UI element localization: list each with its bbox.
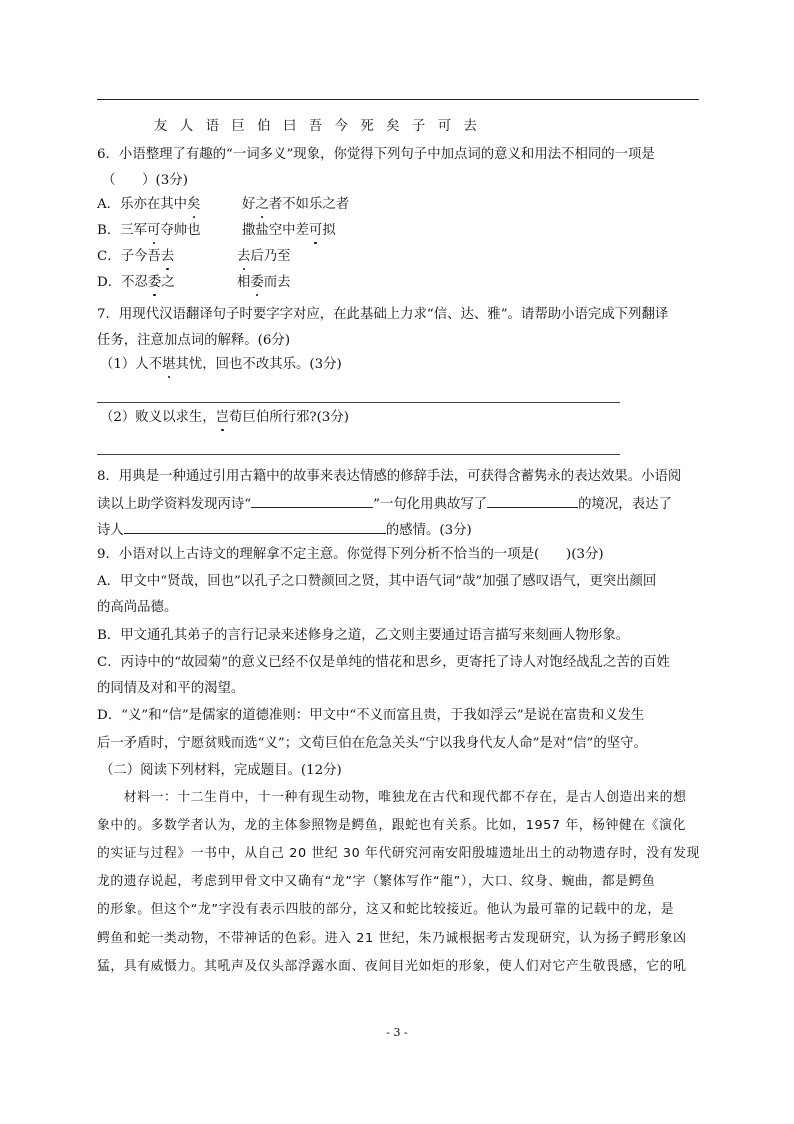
- material-1-line: 猛，具有威慑力。其吼声及仅头部浮露水面、夜间目光如炬的形象，使人们对它产生敬畏感，它的吼: [97, 959, 687, 974]
- q7-sentence-1: （1）人不堪其忧，回也不改其乐。(3分): [100, 355, 342, 375]
- q8-blank-2[interactable]: [487, 493, 578, 508]
- q9-stem: 9．小语对以上古诗文的理解拿不定主意。你觉得下列分析不恰当的一项是( )(3分): [97, 547, 604, 562]
- q8-stem: 8．用典是一种通过引用古籍中的故事来表达情感的修辞手法，可获得含蓄隽永的表达效果。小语阅: [97, 469, 682, 484]
- dotted-word: 委: [250, 273, 263, 293]
- dotted-word: 堪: [162, 355, 175, 375]
- passage-header-chars: 友人语巨伯曰吾今死矣子可去: [154, 119, 490, 134]
- q7-answer-line-2[interactable]: [97, 454, 620, 455]
- q6-option-c: C．子今吾去: [97, 247, 174, 267]
- q6-option-a: A．乐亦在其中矣: [97, 195, 200, 215]
- q6-option-d-right: 相委而去: [237, 273, 291, 293]
- q7-answer-line-1[interactable]: [97, 402, 620, 403]
- q9-option-d: D．“义”和“信”是儒家的道德准则：甲文中“不义而富且贵，于我如浮云”是说在富贵和义发生: [97, 708, 645, 723]
- q6-option-b-right: 撒盐空中差可拟: [242, 221, 336, 241]
- q9-option-a: A．甲文中“贤哉，回也”以孔子之口赞颜回之贤，其中语气词“哉”加强了感叹语气，更突出颜回: [97, 574, 657, 589]
- dotted-word: 岂: [216, 408, 229, 428]
- dotted-word: 可: [309, 221, 322, 241]
- q9-option-c: C．丙诗中的“故园菊”的意义已经不仅是单纯的惜花和思乡，更寄托了诗人对饱经战乱之苦的百姓: [97, 655, 670, 670]
- q6-stem: 6．小语整理了有趣的“一词多义”现象，你觉得下列句子中加点词的意义和用法不相同的一项是: [97, 147, 655, 162]
- q9-option-d-cont: 后一矛盾时，宁愿贫贱而选“义”；文荀巨伯在危急关头“宁以我身代友人命”是对“信”的坚守。: [97, 736, 647, 751]
- header-rule: [97, 99, 699, 100]
- material-1-line: 材料一：十二生肖中，十一种有现生动物，唯独龙在古代和现代都不存在，是古人创造出来的想: [97, 790, 687, 805]
- dotted-word: 去: [237, 247, 250, 267]
- material-1-line: 的实证与过程》一书中，从自己 20 世纪 30 年代研究河南安阳殷墟遗址出土的动物遗存时，没有发现: [97, 846, 700, 861]
- q8-blank-1[interactable]: [251, 493, 373, 508]
- q6-option-b: B．三军可夺帅也: [97, 221, 201, 241]
- q7-stem-cont: 任务，注意加点词的解释。(6分): [97, 333, 291, 348]
- q7-stem: 7．用现代汉语翻译句子时要字字对应，在此基础上力求“信、达、雅”。请帮助小语完成下列翻译: [97, 307, 669, 322]
- q6-option-a-right: 好之者不如乐之者: [242, 195, 349, 215]
- dotted-word: 矣: [187, 195, 200, 215]
- q8-line-3: 诗人 的感情。(3分): [97, 519, 472, 541]
- q6-option-c-right: 去后乃至: [237, 247, 291, 267]
- dotted-word: 去: [161, 247, 174, 267]
- material-1-line: 象中的。多数学者认为，龙的主体参照物是鳄鱼，跟蛇也有关系。比如，1957 年，杨钟健在《演化: [97, 818, 686, 833]
- q8-line-2: 读以上助学资料发现丙诗“ ”一句化用典故写了 的境况，表达了: [97, 493, 672, 515]
- page-number: - 3 -: [386, 1026, 408, 1039]
- q6-score: （ ）(3分): [102, 173, 188, 188]
- q9-option-c-cont: 的同情及对和平的渴望。: [97, 681, 245, 696]
- dotted-word: 可: [147, 221, 160, 241]
- material-1-line: 的形象。但这个“龙”字没有表示四肢的部分，这又和蛇比较接近。他认为最可靠的记载中的龙，是: [97, 902, 675, 917]
- q8-blank-3[interactable]: [124, 519, 386, 534]
- q9-option-b: B．甲文通孔其弟子的言行记录来述修身之道，乙文则主要通过语言描写来刻画人物形象。: [97, 628, 630, 643]
- q7-sentence-2: （2）败义以求生，岂荀巨伯所行邪?(3分): [100, 408, 349, 428]
- q6-option-d: D．不忍委之: [97, 273, 175, 293]
- material-1-line: 鳄鱼和蛇一类动物，不带神话的色彩。进入 21 世纪，朱乃诚根据考古发现研究，认为扬子鳄形象凶: [97, 931, 687, 946]
- section-2-heading: （二）阅读下列材料，完成题目。(12分): [100, 763, 342, 778]
- material-1-line: 龙的遗存说起，考虑到甲骨文中又确有“龙”字（繁体写作“龍”），大口、纹身、蜿曲，都是鳄鱼: [97, 874, 656, 889]
- dotted-word: 之: [255, 195, 268, 215]
- dotted-word: 委: [148, 273, 161, 293]
- q9-option-a-cont: 的高尚品德。: [97, 600, 178, 615]
